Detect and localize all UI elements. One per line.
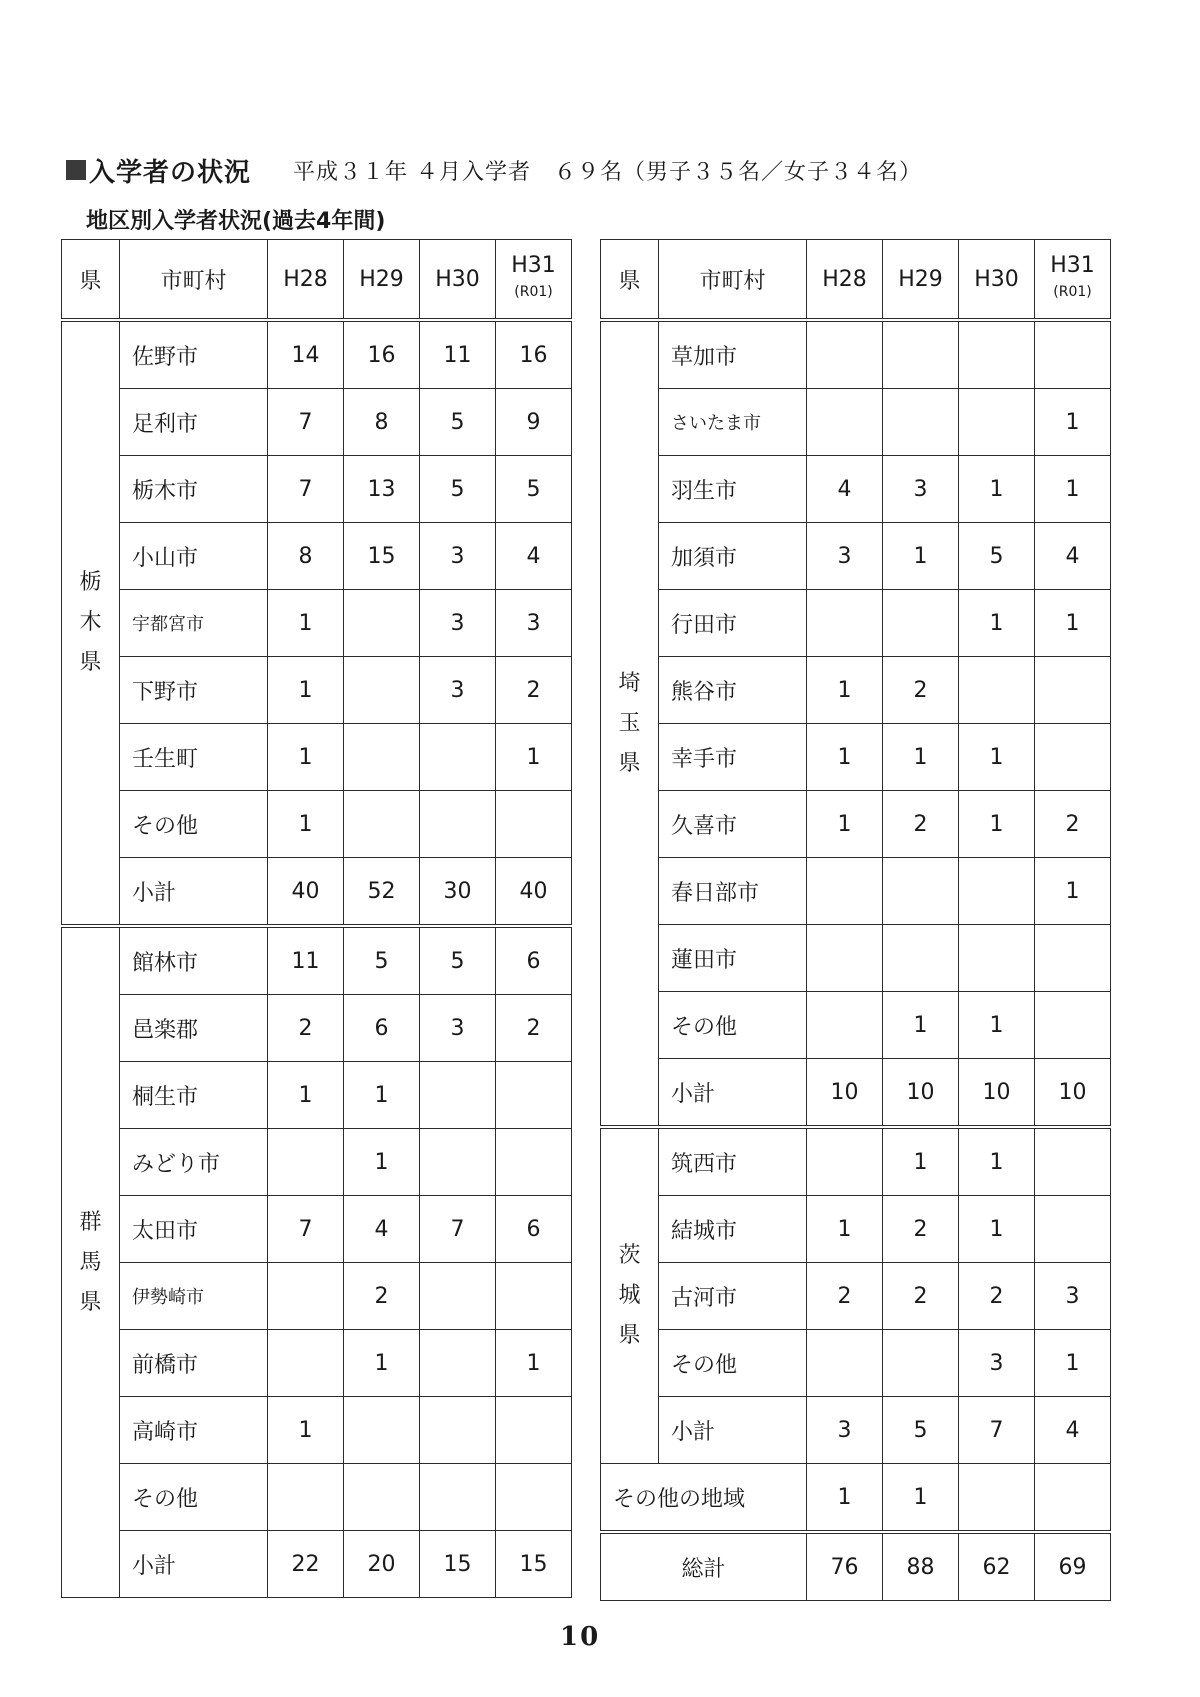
cell-h29: 2 bbox=[344, 1263, 420, 1330]
cell-h28: 22 bbox=[268, 1531, 344, 1598]
cell-h29 bbox=[344, 724, 420, 791]
cell-h29: 2 bbox=[883, 1196, 959, 1263]
cell-h31: 5 bbox=[496, 456, 572, 523]
municipality-cell: 宇都宮市 bbox=[120, 590, 268, 657]
prefecture-char: 栃 bbox=[79, 570, 102, 595]
cell-h29: 15 bbox=[344, 523, 420, 590]
cell-h29: 5 bbox=[344, 926, 420, 995]
cell-h30 bbox=[420, 1464, 496, 1531]
cell-h29: 6 bbox=[344, 995, 420, 1062]
table-row bbox=[601, 1059, 1111, 1128]
prefecture-cell bbox=[601, 320, 659, 1127]
cell-h28: 1 bbox=[807, 724, 883, 791]
cell-h30: 5 bbox=[420, 456, 496, 523]
municipality-cell: 足利市 bbox=[120, 389, 268, 456]
table-row bbox=[62, 1263, 572, 1330]
cell-h31: 1 bbox=[1035, 1330, 1111, 1397]
table-row bbox=[601, 523, 1111, 590]
municipality-cell: 館林市 bbox=[120, 926, 268, 995]
column-header-municipality: 市町村 bbox=[659, 240, 807, 321]
cell-h28: 1 bbox=[807, 791, 883, 858]
cell-h30: 1 bbox=[959, 1196, 1035, 1263]
prefecture-cell bbox=[62, 320, 120, 926]
table-row bbox=[601, 1127, 1111, 1196]
cell-h30 bbox=[420, 791, 496, 858]
cell-h29 bbox=[344, 1397, 420, 1464]
cell-h30: 1 bbox=[959, 724, 1035, 791]
column-header-pref: 県 bbox=[62, 240, 120, 321]
table-row bbox=[601, 657, 1111, 724]
cell-h31: 2 bbox=[496, 995, 572, 1062]
cell-h30: 1 bbox=[959, 456, 1035, 523]
cell-h31 bbox=[1035, 925, 1111, 992]
cell-h31: 1 bbox=[1035, 389, 1111, 456]
cell-h30: 3 bbox=[959, 1330, 1035, 1397]
cell-h30: 3 bbox=[420, 657, 496, 724]
municipality-cell: さいたま市 bbox=[659, 389, 807, 456]
cell-h29: 13 bbox=[344, 456, 420, 523]
municipality-cell: 小計 bbox=[120, 1531, 268, 1598]
cell-h31 bbox=[1035, 657, 1111, 724]
cell-h30: 5 bbox=[420, 926, 496, 995]
table-row bbox=[62, 657, 572, 724]
table-row bbox=[62, 724, 572, 791]
cell-h28 bbox=[807, 858, 883, 925]
other-region-row bbox=[601, 1464, 1111, 1533]
cell-h31: 10 bbox=[1035, 1059, 1111, 1128]
cell-h29: 1 bbox=[883, 523, 959, 590]
cell-h31: 3 bbox=[496, 590, 572, 657]
cell-h28 bbox=[268, 1263, 344, 1330]
prefecture-char: 茨 bbox=[618, 1243, 641, 1268]
table-row bbox=[62, 791, 572, 858]
column-header-h31-reiwa: (R01) bbox=[514, 284, 553, 300]
cell-h31: 3 bbox=[1035, 1263, 1111, 1330]
municipality-cell: その他 bbox=[659, 1330, 807, 1397]
municipality-cell: 高崎市 bbox=[120, 1397, 268, 1464]
cell-h29: 1 bbox=[883, 992, 959, 1059]
table-row bbox=[601, 925, 1111, 992]
cell-h30 bbox=[420, 1062, 496, 1129]
table-row bbox=[601, 590, 1111, 657]
table-row bbox=[62, 1330, 572, 1397]
prefecture-char: 県 bbox=[618, 1323, 641, 1348]
cell-h31: 16 bbox=[496, 320, 572, 389]
cell-h31: 9 bbox=[496, 389, 572, 456]
cell-h29 bbox=[344, 1464, 420, 1531]
column-header-h28: H28 bbox=[268, 240, 344, 321]
cell-h29: 88 bbox=[883, 1532, 959, 1601]
column-header-h30: H30 bbox=[420, 240, 496, 321]
cell-h29: 10 bbox=[883, 1059, 959, 1128]
table-row bbox=[62, 995, 572, 1062]
municipality-cell: 小計 bbox=[659, 1059, 807, 1128]
prefecture-char: 木 bbox=[79, 610, 102, 635]
column-header-h31 bbox=[496, 240, 572, 321]
cell-h31: 1 bbox=[1035, 590, 1111, 657]
municipality-cell: 壬生町 bbox=[120, 724, 268, 791]
table-row bbox=[601, 992, 1111, 1059]
cell-h30: 30 bbox=[420, 858, 496, 927]
cell-h28: 1 bbox=[268, 1397, 344, 1464]
table-row bbox=[62, 523, 572, 590]
table-row bbox=[62, 1464, 572, 1531]
cell-h29 bbox=[883, 590, 959, 657]
cell-h30 bbox=[959, 657, 1035, 724]
cell-h29 bbox=[883, 925, 959, 992]
cell-h29: 4 bbox=[344, 1196, 420, 1263]
cell-h31: 4 bbox=[496, 523, 572, 590]
left-enrollment-table bbox=[61, 239, 572, 1598]
cell-h30: 62 bbox=[959, 1532, 1035, 1601]
municipality-cell: 伊勢崎市 bbox=[120, 1263, 268, 1330]
column-header-h31-label: H31 bbox=[511, 253, 556, 278]
cell-h30 bbox=[959, 389, 1035, 456]
cell-h30 bbox=[420, 1397, 496, 1464]
municipality-cell: 古河市 bbox=[659, 1263, 807, 1330]
cell-h30: 3 bbox=[420, 995, 496, 1062]
table-row bbox=[601, 1397, 1111, 1464]
cell-h31 bbox=[496, 1062, 572, 1129]
municipality-cell: 小計 bbox=[659, 1397, 807, 1464]
cell-h28: 1 bbox=[807, 657, 883, 724]
cell-h28: 1 bbox=[268, 724, 344, 791]
section-title: 入学者の状況 bbox=[89, 157, 252, 188]
square-bullet-icon bbox=[66, 160, 86, 180]
municipality-cell: 結城市 bbox=[659, 1196, 807, 1263]
cell-h29 bbox=[344, 657, 420, 724]
cell-h31: 2 bbox=[1035, 791, 1111, 858]
cell-h30 bbox=[420, 1263, 496, 1330]
cell-h29: 8 bbox=[344, 389, 420, 456]
municipality-cell: 草加市 bbox=[659, 320, 807, 389]
cell-h30 bbox=[959, 858, 1035, 925]
cell-h31: 69 bbox=[1035, 1532, 1111, 1601]
cell-h28 bbox=[268, 1330, 344, 1397]
cell-h28: 40 bbox=[268, 858, 344, 927]
table-row bbox=[601, 389, 1111, 456]
cell-h31: 4 bbox=[1035, 1397, 1111, 1464]
cell-h30: 1 bbox=[959, 1127, 1035, 1196]
table-row bbox=[62, 389, 572, 456]
cell-h29: 5 bbox=[883, 1397, 959, 1464]
prefecture-char: 県 bbox=[79, 1289, 102, 1315]
municipality-cell: 久喜市 bbox=[659, 791, 807, 858]
cell-h31 bbox=[496, 791, 572, 858]
header-row bbox=[601, 240, 1111, 321]
cell-h28: 7 bbox=[268, 456, 344, 523]
cell-h28 bbox=[807, 1127, 883, 1196]
cell-h29: 2 bbox=[883, 791, 959, 858]
table-row bbox=[601, 791, 1111, 858]
prefecture-char: 馬 bbox=[79, 1249, 102, 1275]
prefecture-char: 県 bbox=[618, 750, 641, 776]
cell-h28 bbox=[807, 925, 883, 992]
cell-h30: 2 bbox=[959, 1263, 1035, 1330]
cell-h28 bbox=[807, 320, 883, 389]
cell-h31: 1 bbox=[1035, 858, 1111, 925]
municipality-cell: 栃木市 bbox=[120, 456, 268, 523]
prefecture-cell bbox=[62, 926, 120, 1598]
municipality-cell: 小山市 bbox=[120, 523, 268, 590]
cell-h31: 6 bbox=[496, 926, 572, 995]
column-header-h29: H29 bbox=[344, 240, 420, 321]
cell-h28 bbox=[807, 1330, 883, 1397]
municipality-cell: 羽生市 bbox=[659, 456, 807, 523]
cell-h28 bbox=[807, 389, 883, 456]
column-header-h29: H29 bbox=[883, 240, 959, 321]
table-row bbox=[62, 1129, 572, 1196]
column-header-h28: H28 bbox=[807, 240, 883, 321]
cell-h30: 3 bbox=[420, 523, 496, 590]
table-row bbox=[601, 320, 1111, 389]
cell-h28 bbox=[268, 1464, 344, 1531]
cell-h28: 1 bbox=[268, 657, 344, 724]
cell-h28: 1 bbox=[268, 791, 344, 858]
cell-h30 bbox=[420, 724, 496, 791]
other-region-label: その他の地域 bbox=[601, 1464, 807, 1533]
header-row bbox=[62, 240, 572, 321]
cell-h29 bbox=[344, 590, 420, 657]
cell-h30: 5 bbox=[420, 389, 496, 456]
cell-h31: 40 bbox=[496, 858, 572, 927]
municipality-cell: その他 bbox=[120, 1464, 268, 1531]
cell-h28: 1 bbox=[807, 1464, 883, 1533]
cell-h29: 3 bbox=[883, 456, 959, 523]
cell-h31 bbox=[1035, 320, 1111, 389]
cell-h30: 1 bbox=[959, 590, 1035, 657]
cell-h31 bbox=[1035, 1127, 1111, 1196]
cell-h28 bbox=[268, 1129, 344, 1196]
prefecture-char: 埼 bbox=[618, 670, 641, 696]
cell-h31 bbox=[496, 1263, 572, 1330]
cell-h28 bbox=[807, 992, 883, 1059]
municipality-cell: 熊谷市 bbox=[659, 657, 807, 724]
cell-h29: 1 bbox=[344, 1129, 420, 1196]
table-row bbox=[601, 1263, 1111, 1330]
cell-h30: 5 bbox=[959, 523, 1035, 590]
municipality-cell: 下野市 bbox=[120, 657, 268, 724]
table-row bbox=[601, 1196, 1111, 1263]
municipality-cell: 春日部市 bbox=[659, 858, 807, 925]
cell-h30 bbox=[420, 1129, 496, 1196]
cell-h28: 7 bbox=[268, 1196, 344, 1263]
cell-h30 bbox=[959, 320, 1035, 389]
prefecture-char: 群 bbox=[79, 1209, 102, 1235]
cell-h29: 1 bbox=[883, 1127, 959, 1196]
cell-h28: 2 bbox=[807, 1263, 883, 1330]
column-header-h30: H30 bbox=[959, 240, 1035, 321]
cell-h28: 3 bbox=[807, 1397, 883, 1464]
cell-h30: 7 bbox=[420, 1196, 496, 1263]
cell-h29: 16 bbox=[344, 320, 420, 389]
municipality-cell: 行田市 bbox=[659, 590, 807, 657]
cell-h31 bbox=[1035, 1196, 1111, 1263]
cell-h31 bbox=[1035, 1464, 1111, 1533]
prefecture-char: 県 bbox=[79, 650, 102, 675]
prefecture-char: 城 bbox=[618, 1283, 641, 1308]
municipality-cell: 小計 bbox=[120, 858, 268, 927]
cell-h30: 15 bbox=[420, 1531, 496, 1598]
cell-h31: 1 bbox=[496, 1330, 572, 1397]
cell-h31 bbox=[496, 1464, 572, 1531]
cell-h29 bbox=[883, 1330, 959, 1397]
cell-h30: 3 bbox=[420, 590, 496, 657]
cell-h28: 7 bbox=[268, 389, 344, 456]
municipality-cell: 幸手市 bbox=[659, 724, 807, 791]
cell-h29 bbox=[344, 791, 420, 858]
cell-h29: 1 bbox=[883, 724, 959, 791]
cell-h30 bbox=[420, 1330, 496, 1397]
right-enrollment-table bbox=[600, 239, 1111, 1601]
municipality-cell: 桐生市 bbox=[120, 1062, 268, 1129]
cell-h29: 2 bbox=[883, 1263, 959, 1330]
table-row bbox=[62, 1397, 572, 1464]
table-caption: 地区別入学者状況(過去4年間) bbox=[86, 209, 386, 234]
cell-h29 bbox=[883, 320, 959, 389]
column-header-municipality: 市町村 bbox=[120, 240, 268, 321]
cell-h30: 1 bbox=[959, 992, 1035, 1059]
page-heading bbox=[66, 150, 922, 190]
table-row bbox=[601, 456, 1111, 523]
municipality-cell: 邑楽郡 bbox=[120, 995, 268, 1062]
column-header-pref: 県 bbox=[601, 240, 659, 321]
table-row bbox=[62, 1531, 572, 1598]
cell-h29: 1 bbox=[883, 1464, 959, 1533]
municipality-cell: 筑西市 bbox=[659, 1127, 807, 1196]
prefecture-cell bbox=[601, 1127, 659, 1464]
cell-h29 bbox=[883, 858, 959, 925]
cell-h28: 3 bbox=[807, 523, 883, 590]
table-row bbox=[601, 858, 1111, 925]
municipality-cell: その他 bbox=[659, 992, 807, 1059]
cell-h28: 10 bbox=[807, 1059, 883, 1128]
cell-h31: 6 bbox=[496, 1196, 572, 1263]
table-row bbox=[601, 724, 1111, 791]
municipality-cell: 佐野市 bbox=[120, 320, 268, 389]
page-number: 10 bbox=[560, 1622, 601, 1652]
municipality-cell: 蓮田市 bbox=[659, 925, 807, 992]
cell-h31: 2 bbox=[496, 657, 572, 724]
cell-h28: 14 bbox=[268, 320, 344, 389]
column-header-h31-label: H31 bbox=[1050, 253, 1095, 278]
table-row bbox=[62, 858, 572, 927]
cell-h29: 1 bbox=[344, 1062, 420, 1129]
table-row bbox=[601, 1330, 1111, 1397]
cell-h30: 7 bbox=[959, 1397, 1035, 1464]
table-row bbox=[62, 1062, 572, 1129]
table-row bbox=[62, 590, 572, 657]
cell-h31 bbox=[1035, 992, 1111, 1059]
table-row bbox=[62, 456, 572, 523]
cell-h29 bbox=[883, 389, 959, 456]
cell-h30: 10 bbox=[959, 1059, 1035, 1128]
cell-h29: 2 bbox=[883, 657, 959, 724]
cell-h31 bbox=[496, 1129, 572, 1196]
cell-h31: 15 bbox=[496, 1531, 572, 1598]
cell-h31: 1 bbox=[496, 724, 572, 791]
cell-h28: 2 bbox=[268, 995, 344, 1062]
municipality-cell: その他 bbox=[120, 791, 268, 858]
table-row bbox=[62, 1196, 572, 1263]
cell-h28: 1 bbox=[268, 1062, 344, 1129]
grand-total-label: 総計 bbox=[601, 1532, 807, 1601]
column-header-h31-reiwa: (R01) bbox=[1053, 284, 1092, 300]
cell-h31 bbox=[496, 1397, 572, 1464]
cell-h29: 20 bbox=[344, 1531, 420, 1598]
table-row bbox=[62, 926, 572, 995]
enrollment-summary: 平成３１年 ４月入学者 ６９名（男子３５名／女子３４名） bbox=[293, 159, 923, 185]
municipality-cell: 前橋市 bbox=[120, 1330, 268, 1397]
municipality-cell: みどり市 bbox=[120, 1129, 268, 1196]
prefecture-char: 玉 bbox=[618, 710, 641, 736]
cell-h30 bbox=[959, 925, 1035, 992]
cell-h31: 4 bbox=[1035, 523, 1111, 590]
cell-h28: 8 bbox=[268, 523, 344, 590]
municipality-cell: 加須市 bbox=[659, 523, 807, 590]
cell-h31 bbox=[1035, 724, 1111, 791]
table-row bbox=[62, 320, 572, 389]
cell-h30 bbox=[959, 1464, 1035, 1533]
cell-h30: 1 bbox=[959, 791, 1035, 858]
cell-h28: 11 bbox=[268, 926, 344, 995]
cell-h30: 11 bbox=[420, 320, 496, 389]
cell-h28: 1 bbox=[807, 1196, 883, 1263]
grand-total-row bbox=[601, 1532, 1111, 1601]
cell-h28: 76 bbox=[807, 1532, 883, 1601]
cell-h28 bbox=[807, 590, 883, 657]
municipality-cell: 太田市 bbox=[120, 1196, 268, 1263]
cell-h29: 1 bbox=[344, 1330, 420, 1397]
cell-h28: 1 bbox=[268, 590, 344, 657]
column-header-h31 bbox=[1035, 240, 1111, 321]
cell-h28: 4 bbox=[807, 456, 883, 523]
cell-h31: 1 bbox=[1035, 456, 1111, 523]
cell-h29: 52 bbox=[344, 858, 420, 927]
